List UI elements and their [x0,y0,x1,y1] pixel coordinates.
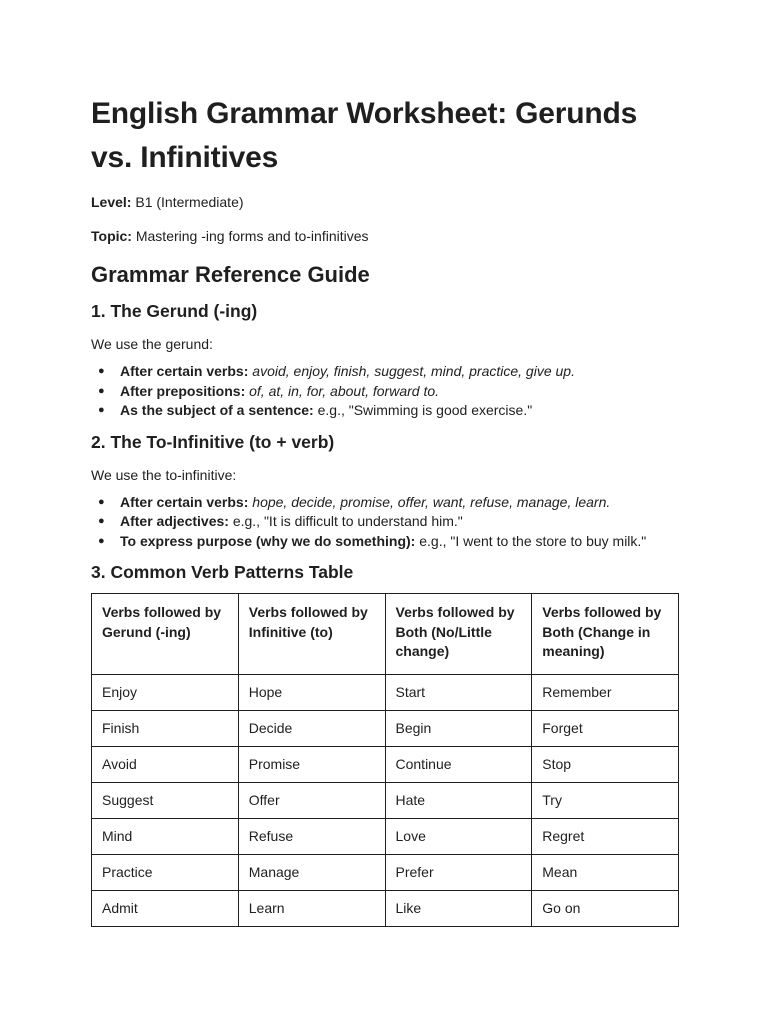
list-item-text: hope, decide, promise, offer, want, refuse, manage, learn. [248,493,611,510]
topic-value: Mastering -ing forms and to-infinitives [131,228,369,244]
list-item-text: of, at, in, for, about, forward to. [245,382,440,399]
list-item-label: After prepositions: [120,382,246,399]
list-item-text: e.g., "It is difficult to understand him." [228,513,463,529]
table-cell: Refuse [238,819,385,855]
table-row [92,711,679,747]
list-item [91,512,678,532]
table-cell: Decide [238,711,385,747]
patterns-heading: 3. Common Verb Patterns Table [91,562,354,582]
table-cell: Finish [92,711,239,747]
table-row [92,675,679,711]
table-row [92,747,679,783]
infinitive-intro: We use the to-infinitive: [91,466,237,483]
table-cell: Offer [238,783,385,819]
verb-patterns-table [91,593,679,927]
table-cell: Avoid [92,747,239,783]
table-cell: Suggest [92,783,239,819]
list-item [91,532,678,552]
bullet-icon: ● [98,404,105,416]
level-line [91,192,678,212]
table-header-row [92,594,679,675]
table-cell: Enjoy [92,675,239,711]
list-item-text: e.g., "Swimming is good exercise." [313,402,533,418]
infinitive-list [91,493,678,552]
list-item-text: avoid, enjoy, finish, suggest, mind, practice, give up. [248,363,575,379]
table-cell: Mean [532,855,679,891]
table-row [92,891,679,927]
bullet-icon: ● [98,495,105,508]
list-item-label: After certain verbs: [120,493,249,510]
list-item-label: To express purpose (why we do something): [120,532,416,549]
table-cell: Hate [385,783,532,819]
table-row [92,855,679,891]
topic-label: Topic: [91,228,132,244]
level-label: Level: [91,194,132,210]
bullet-icon: ● [98,384,105,397]
table-cell: Hope [238,675,385,711]
table-cell: Begin [385,711,532,747]
table-cell: Love [385,819,532,855]
table-row [92,783,679,819]
table-cell: Like [385,891,532,927]
table-cell: Practice [92,855,239,891]
table-row [92,819,679,855]
table-cell: Start [385,675,532,711]
table-cell: Admit [92,891,239,927]
table-cell: Continue [385,747,532,783]
column-header: Verbs followed by Both (Change in meaning) [532,594,679,675]
column-header: Verbs followed by Gerund (-ing) [92,594,239,675]
list-item-text: e.g., "I went to the store to buy milk." [415,532,647,549]
column-header: Verbs followed by Infinitive (to) [238,594,385,675]
list-item-label: After certain verbs: [120,363,249,379]
list-item [91,493,678,513]
infinitive-heading: 2. The To-Infinitive (to + verb) [91,431,335,452]
list-item-label: After adjectives: [120,513,229,529]
table-cell: Remember [532,675,679,711]
table-cell: Mind [92,819,239,855]
topic-line [91,226,678,246]
bullet-icon: ● [98,365,105,377]
gerund-list [91,362,678,421]
table-cell: Manage [238,855,385,891]
page-title: English Grammar Worksheet: Gerunds vs. Infinitives [91,97,638,174]
list-item [91,362,678,382]
table-cell: Promise [238,747,385,783]
table-cell: Learn [238,891,385,927]
list-item-label: As the subject of a sentence: [120,402,314,418]
column-header: Verbs followed by Both (No/Little change) [385,594,532,675]
table-cell: Prefer [385,855,532,891]
gerund-heading: 1. The Gerund (-ing) [91,301,258,321]
table-cell: Try [532,783,679,819]
gerund-intro: We use the gerund: [91,336,213,352]
table-cell: Regret [532,819,679,855]
bullet-icon: ● [98,534,105,547]
table-cell: Stop [532,747,679,783]
list-item [91,382,678,402]
table-cell: Go on [532,891,679,927]
level-value: B1 (Intermediate) [131,194,244,210]
table-cell: Forget [532,711,679,747]
reference-heading: Grammar Reference Guide [91,262,370,287]
bullet-icon: ● [98,515,105,527]
list-item [91,401,678,421]
